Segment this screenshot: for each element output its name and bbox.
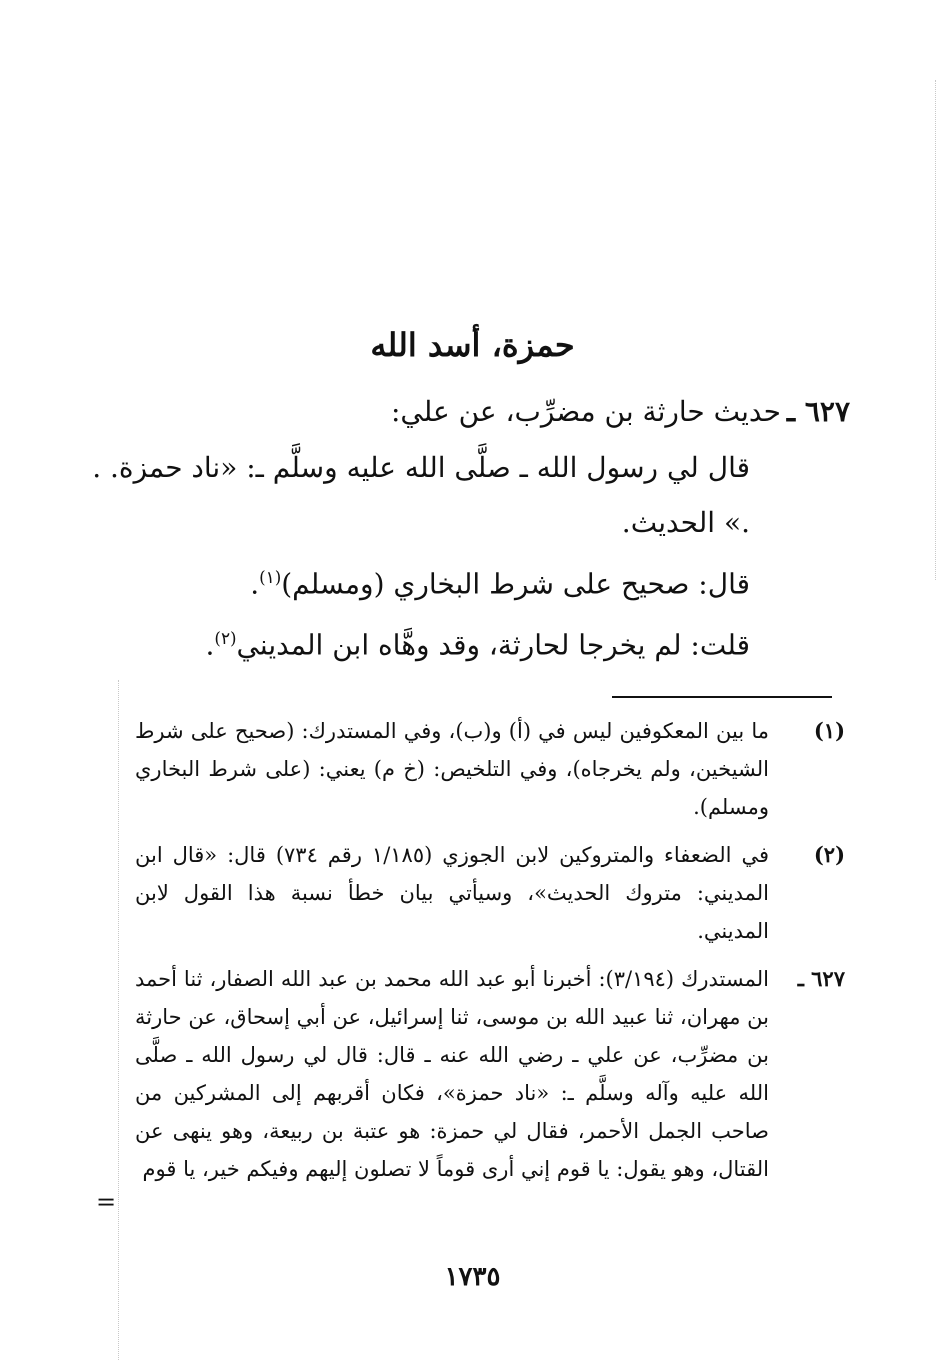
- continuation-mark: =: [96, 1188, 117, 1216]
- hadith-body: [70, 440, 850, 673]
- footnotes: [135, 712, 845, 1198]
- footnote-separator: [612, 696, 832, 698]
- footnote-text: ما بين المعكوفين ليس في (أ) و(ب)، وفي المستدرك: (صحيح على شرط الشيخين، ولم يخرجاه)، وفي التلخيص: (خ م) يعني: (على شرط البخاري ومسلم).: [135, 719, 769, 819]
- chapter-title: حمزة، أسد الله: [370, 326, 575, 364]
- footnote-ref: (١): [259, 567, 282, 587]
- footnote-takhrij: [135, 960, 845, 1188]
- hadith-line: قال: صحيح على شرط البخاري (ومسلم)$^{(١)}$.: [250, 567, 750, 601]
- hadith-line-text: قلت: لم يخرجا لحارثة، وقد وهَّاه ابن المديني: [236, 628, 750, 662]
- footnote-marker: (٢): [813, 842, 845, 867]
- footnote-ref: (٢): [214, 628, 237, 649]
- hadith-line: قلت: لم يخرجا لحارثة، وقد وهَّاه ابن المديني$^{(٢)}$.: [205, 628, 750, 662]
- hadith-line: قال لي رسول الله ـ صلَّى الله عليه وسلَّم ـ: «ناد حمزة. . .» الحديث.: [92, 451, 750, 539]
- hadith-heading: [70, 392, 850, 432]
- margin-dotted-line: [118, 680, 119, 1360]
- hadith-heading-text: حديث حارثة بن مضرِّب، عن علي:: [390, 395, 781, 428]
- footnote-text: المستدرك (٣/١٩٤): أخبرنا أبو عبد الله محمد بن عبد الله الصفار، ثنا أحمد بن مهران، ثنا عبيد الله بن موسى، ثنا إسرائيل، عن أبي إسحاق، عن حارثة بن مضرِّب، عن علي ـ رضي الله عنه ـ قال: قال لي رسول الله ـ صلَّى الله عليه وآله وسلَّم ـ: «ناد حمزة»، فكان أقربهم إلى المشركين من صاحب الجمل الأحمر، فقال لي حمزة: هو عتبة بن ربيعة، وهو ينهى عن القتال، وهو يقول: يا قوم إني أرى قوماً لا تصلون إليهم وفيكم خير، يا قوم: [135, 967, 769, 1181]
- hadith-block: [70, 392, 850, 673]
- page-number: ١٧٣٥: [444, 1262, 501, 1292]
- hadith-number: ٦٢٧ ـ: [786, 395, 850, 428]
- footnote-text: في الضعفاء والمتروكين لابن الجوزي (١/١٨٥ رقم ٧٣٤) قال: «قال ابن المديني: متروك الحديث»، وسيأتي بيان خطأ نسبة هذا القول لابن المديني.: [135, 843, 769, 943]
- footnote-marker: ٦٢٧ ـ: [797, 966, 845, 991]
- footnote: [135, 712, 845, 826]
- footnote-marker: (١): [813, 718, 845, 743]
- footnote: [135, 836, 845, 950]
- hadith-line-text: قال: صحيح على شرط البخاري (ومسلم): [281, 567, 750, 601]
